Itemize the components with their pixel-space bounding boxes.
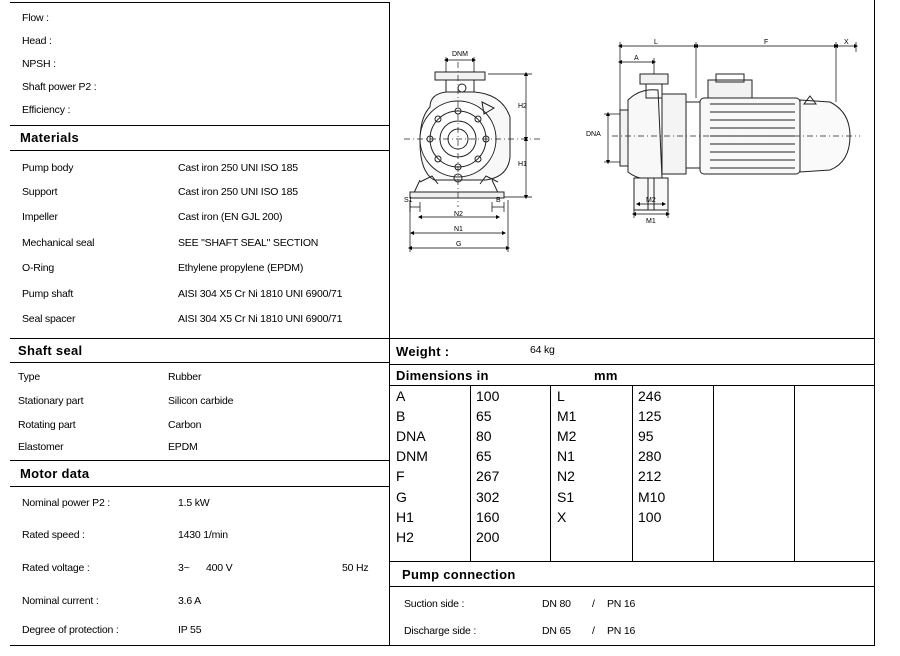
dnm-label: DNM (452, 51, 468, 58)
b-label: B (496, 197, 501, 204)
rated-voltage-value: 400 V (206, 562, 233, 574)
rated-speed-value: 1430 1/min (178, 529, 228, 541)
h1-label: H1 (518, 161, 527, 168)
nominal-current-value: 3.6 A (178, 595, 201, 607)
dim-key: G (396, 489, 407, 505)
material-label: Pump body (22, 162, 74, 174)
shaft-power-label: Shaft power P2 : (22, 81, 97, 93)
seal-value: Rubber (168, 371, 202, 383)
npsh-label: NPSH : (22, 58, 56, 70)
dim-value: 80 (476, 428, 492, 444)
seal-label: Stationary part (18, 395, 84, 407)
seal-value: EPDM (168, 441, 198, 453)
seal-value: Silicon carbide (168, 395, 234, 407)
dna-label: DNA (586, 131, 601, 138)
rated-voltage-label: Rated voltage : (22, 562, 90, 574)
dimensions-unit: mm (594, 368, 618, 383)
motor-title-rule (10, 486, 390, 487)
dim-key: DNM (396, 448, 428, 464)
discharge-label: Discharge side : (404, 625, 477, 637)
dim-value: M10 (638, 489, 666, 505)
material-label: Mechanical seal (22, 237, 95, 249)
dim-value: 212 (638, 468, 662, 484)
seal-label: Type (18, 371, 40, 383)
dim-key: H2 (396, 529, 414, 545)
discharge-separator: / (592, 625, 595, 637)
dim-value: 267 (476, 468, 500, 484)
dim-value: 100 (638, 509, 662, 525)
materials-top-rule (10, 125, 390, 126)
material-label: Seal spacer (22, 313, 76, 325)
material-value: AISI 304 X5 Cr Ni 1810 UNI 6900/71 (178, 313, 343, 325)
border-top-left (10, 2, 390, 3)
suction-label: Suction side : (404, 598, 465, 610)
dim-value: 100 (476, 388, 500, 404)
material-value: Cast iron 250 UNI ISO 185 (178, 162, 298, 174)
g-label: G (456, 241, 462, 248)
discharge-pn: PN 16 (607, 625, 636, 637)
dim-key: A (396, 388, 406, 404)
voltage-phase: 3~ (178, 562, 190, 574)
dim-value: 65 (476, 448, 492, 464)
dim-key: M2 (557, 428, 577, 444)
material-label: O-Ring (22, 262, 55, 274)
dim-key: F (396, 468, 405, 484)
dim-value: 280 (638, 448, 662, 464)
shaft-seal-top-rule (10, 338, 875, 339)
right-border (874, 0, 875, 646)
dim-value: 65 (476, 408, 492, 424)
dim-value: 246 (638, 388, 662, 404)
weight-value: 64 kg (530, 344, 555, 356)
dim-col-divider-2 (550, 386, 551, 562)
weight-label: Weight : (396, 344, 450, 359)
suction-separator: / (592, 598, 595, 610)
seal-value: Carbon (168, 419, 202, 431)
dim-key: S1 (557, 489, 575, 505)
seal-label: Rotating part (18, 419, 76, 431)
dim-key: M1 (557, 408, 577, 424)
rated-speed-label: Rated speed : (22, 529, 85, 541)
dim-col-divider-3 (632, 386, 633, 562)
pump-connection-title: Pump connection (402, 567, 516, 582)
material-value: Cast iron (EN GJL 200) (178, 211, 283, 223)
pump-front-view (404, 62, 540, 207)
dim-key: N2 (557, 468, 575, 484)
dim-key: H1 (396, 509, 414, 525)
nominal-power-value: 1.5 kW (178, 497, 210, 509)
pump-side-view (612, 74, 860, 210)
discharge-dn: DN 65 (542, 625, 571, 637)
dim-value: 125 (638, 408, 662, 424)
dim-value: 95 (638, 428, 654, 444)
dim-value: 302 (476, 489, 500, 505)
frequency-value: 50 Hz (342, 562, 369, 574)
motor-data-title: Motor data (20, 466, 90, 481)
shaft-seal-title: Shaft seal (18, 343, 83, 358)
material-value: Ethylene propylene (EPDM) (178, 262, 304, 274)
dim-key: X (557, 509, 567, 525)
dim-col-divider-4 (713, 386, 714, 562)
flow-label: Flow : (22, 12, 49, 24)
dim-value: 160 (476, 509, 500, 525)
s1-label: S1 (404, 197, 413, 204)
material-label: Impeller (22, 211, 58, 223)
suction-pn: PN 16 (607, 598, 636, 610)
f-label: F (764, 39, 769, 46)
m2-label: M2 (646, 197, 656, 204)
material-label: Support (22, 186, 58, 198)
seal-label: Elastomer (18, 441, 64, 453)
x-label: X (844, 39, 849, 46)
n1-label: N1 (454, 226, 463, 233)
dim-key: N1 (557, 448, 575, 464)
motor-top-rule (10, 460, 390, 461)
l-label: L (654, 39, 658, 46)
pump-dimension-drawing (390, 2, 874, 338)
dim-key: B (396, 408, 406, 424)
shaft-seal-title-rule (10, 362, 390, 363)
materials-title-rule (10, 150, 390, 151)
material-value: SEE "SHAFT SEAL" SECTION (178, 237, 319, 249)
dimensions-title: Dimensions in (396, 368, 489, 383)
dimensions-top-rule (390, 364, 875, 365)
head-label: Head : (22, 35, 52, 47)
material-label: Pump shaft (22, 288, 74, 300)
nominal-power-label: Nominal power P2 : (22, 497, 111, 509)
bottom-rule (10, 645, 875, 646)
suction-dn: DN 80 (542, 598, 571, 610)
materials-title: Materials (20, 130, 80, 145)
a-label: A (634, 55, 639, 62)
nominal-current-label: Nominal current : (22, 595, 99, 607)
dim-col-divider-1 (470, 386, 471, 562)
efficiency-label: Efficiency : (22, 104, 71, 116)
dim-key: DNA (396, 428, 426, 444)
h2-label: H2 (518, 103, 527, 110)
pump-connection-title-rule (390, 586, 875, 587)
material-value: AISI 304 X5 Cr Ni 1810 UNI 6900/71 (178, 288, 343, 300)
protection-value: IP 55 (178, 624, 202, 636)
dim-value: 200 (476, 529, 500, 545)
material-value: Cast iron 250 UNI ISO 185 (178, 186, 298, 198)
m1-label: M1 (646, 218, 656, 225)
dim-col-divider-5 (794, 386, 795, 562)
n2-label: N2 (454, 211, 463, 218)
protection-label: Degree of protection : (22, 624, 119, 636)
dim-key: L (557, 388, 565, 404)
